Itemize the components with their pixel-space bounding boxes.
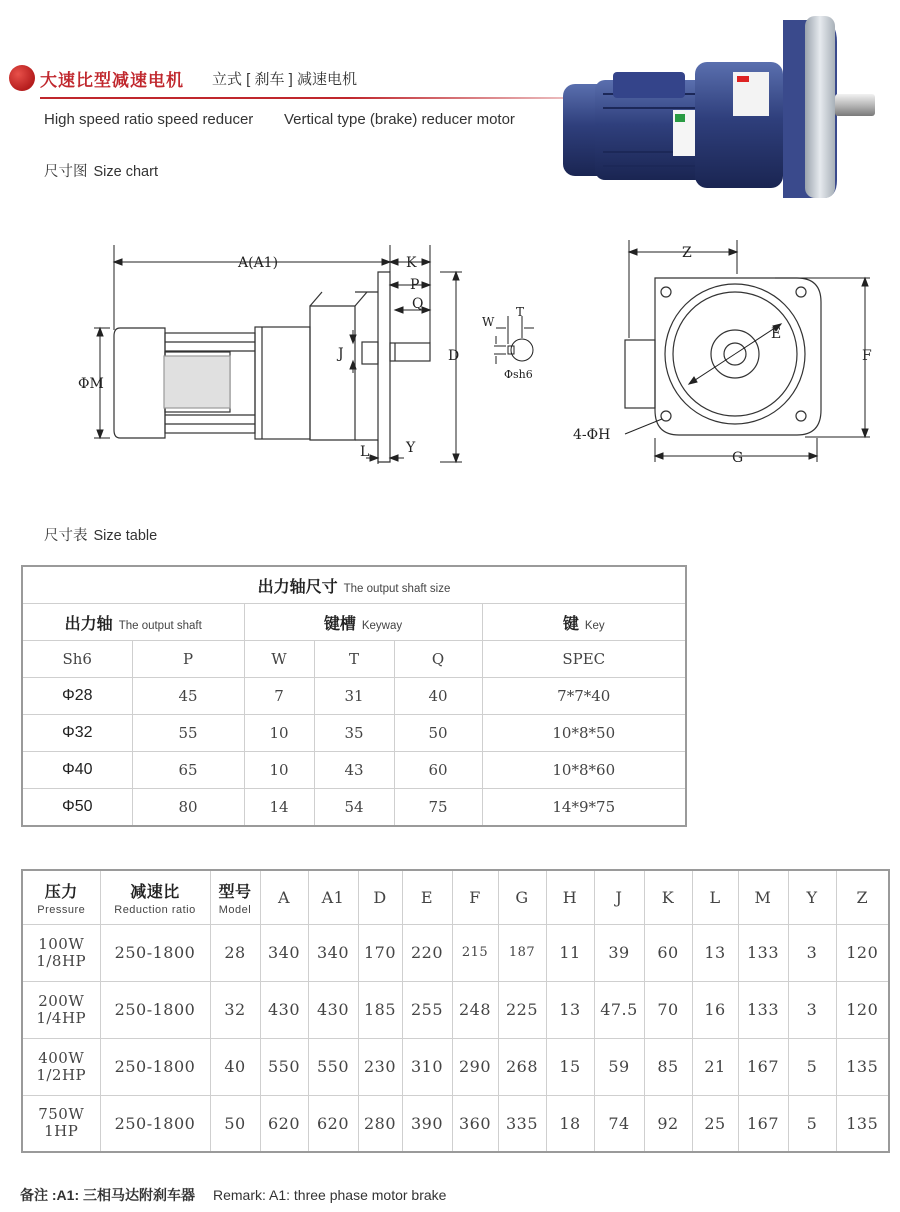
table-cell: 18: [546, 1095, 594, 1152]
shaft-section-drawing: [478, 300, 558, 385]
table-cell: 430: [308, 981, 358, 1038]
table-cell: 170: [358, 924, 402, 981]
table-cell: 133: [738, 924, 788, 981]
col-header: M: [738, 870, 788, 924]
table-cell: 65: [132, 752, 244, 789]
table-cell: 310: [402, 1038, 452, 1095]
output-shaft-table: [21, 565, 687, 827]
table-cell: 215: [452, 924, 498, 981]
table-cell: 92: [644, 1095, 692, 1152]
ratio-cell: 250-1800: [100, 924, 210, 981]
col-header: W: [244, 641, 314, 678]
table-cell: 74: [594, 1095, 644, 1152]
table-cell: 13: [692, 924, 738, 981]
table-cell: 16: [692, 981, 738, 1038]
table-cell: Φ32: [22, 715, 132, 752]
table-cell: 185: [358, 981, 402, 1038]
table-cell: 21: [692, 1038, 738, 1095]
col-header: H: [546, 870, 594, 924]
table-cell: 5: [788, 1038, 836, 1095]
table-cell: 268: [498, 1038, 546, 1095]
table-cell: 135: [836, 1095, 889, 1152]
table-cell: 7*7*40: [482, 678, 686, 715]
col-header: SPEC: [482, 641, 686, 678]
table-cell: 15: [546, 1038, 594, 1095]
table-cell: 187: [498, 924, 546, 981]
table-cell: 220: [402, 924, 452, 981]
col-header: Y: [788, 870, 836, 924]
dim-label-w: W: [482, 315, 495, 329]
ratio-cell: 250-1800: [100, 1038, 210, 1095]
group-key: 键 Key: [482, 604, 686, 641]
col-header: Sh6: [22, 641, 132, 678]
table-cell: 35: [314, 715, 394, 752]
header-reduction-ratio: 减速比 Reduction ratio: [100, 870, 210, 924]
col-header: A1: [308, 870, 358, 924]
table-cell: 133: [738, 981, 788, 1038]
dim-label-q: Q: [412, 296, 424, 312]
table-cell: 43: [314, 752, 394, 789]
table-cell: Φ28: [22, 678, 132, 715]
dim-label-h: 4-ΦH: [573, 427, 611, 443]
product-title-cn: 大速比型减速电机: [40, 71, 184, 90]
model-cell: 40: [210, 1038, 260, 1095]
table-cell: 5: [788, 1095, 836, 1152]
power-cell: 750W 1HP: [22, 1095, 100, 1152]
table-cell: 230: [358, 1038, 402, 1095]
col-header: E: [402, 870, 452, 924]
power-cell: 200W 1/4HP: [22, 981, 100, 1038]
dim-label-m: ΦM: [78, 376, 104, 392]
table-cell: 10: [244, 752, 314, 789]
dim-label-z: Z: [682, 245, 692, 261]
table-row: [22, 789, 686, 827]
col-header: T: [314, 641, 394, 678]
table-cell: 55: [132, 715, 244, 752]
table-cell: 50: [394, 715, 482, 752]
dim-label-g: G: [732, 450, 744, 466]
table-cell: 11: [546, 924, 594, 981]
table-cell: 620: [260, 1095, 308, 1152]
table-cell: 167: [738, 1038, 788, 1095]
product-title-en: High speed ratio speed reducer: [44, 111, 254, 128]
col-header: J: [594, 870, 644, 924]
dim-label-l: L: [360, 444, 370, 460]
table-cell: 7: [244, 678, 314, 715]
ratio-cell: 250-1800: [100, 1095, 210, 1152]
side-view-drawing: [70, 230, 480, 470]
dim-label-sh6: Φsh6: [504, 368, 533, 381]
col-header: G: [498, 870, 546, 924]
dim-label-k: K: [406, 255, 417, 271]
table-cell: 60: [394, 752, 482, 789]
motor-photo: [555, 12, 895, 202]
table-cell: 225: [498, 981, 546, 1038]
table-cell: 25: [692, 1095, 738, 1152]
table-cell: 39: [594, 924, 644, 981]
dimension-table: [21, 869, 890, 1153]
table-cell: 70: [644, 981, 692, 1038]
table-row: [22, 1038, 889, 1095]
table-cell: 85: [644, 1038, 692, 1095]
product-subtitle-en: Vertical type (brake) reducer motor: [284, 111, 515, 128]
remark-note: 备注 :A1: 三相马达附刹车器 Remark: A1: three phase motor brake: [20, 1187, 447, 1203]
model-cell: 28: [210, 924, 260, 981]
col-header: D: [358, 870, 402, 924]
table-cell: 135: [836, 1038, 889, 1095]
table-cell: 167: [738, 1095, 788, 1152]
col-header: L: [692, 870, 738, 924]
table-cell: 47.5: [594, 981, 644, 1038]
table-cell: 14: [244, 789, 314, 827]
power-cell: 400W 1/2HP: [22, 1038, 100, 1095]
table-cell: 31: [314, 678, 394, 715]
table-row: [22, 981, 889, 1038]
header-model: 型号 Model: [210, 870, 260, 924]
dim-label-j: J: [338, 346, 344, 362]
header-pressure: 压力 Pressure: [22, 870, 100, 924]
header-divider: [40, 97, 600, 99]
group-output-shaft: 出力轴 The output shaft: [22, 604, 244, 641]
table-cell: 290: [452, 1038, 498, 1095]
col-header: K: [644, 870, 692, 924]
table-cell: 10*8*50: [482, 715, 686, 752]
shaft-table-columns: [22, 641, 686, 678]
ratio-cell: 250-1800: [100, 981, 210, 1038]
dim-label-t: T: [516, 305, 525, 319]
table-cell: 255: [402, 981, 452, 1038]
table-cell: 120: [836, 924, 889, 981]
product-subtitle-cn: 立式 [ 刹车 ] 减速电机: [212, 71, 358, 88]
table-cell: 10*8*60: [482, 752, 686, 789]
shaft-table-title: 出力轴尺寸 The output shaft size: [22, 566, 686, 604]
table-cell: 60: [644, 924, 692, 981]
table-cell: 120: [836, 981, 889, 1038]
table-cell: 75: [394, 789, 482, 827]
table-row: [22, 752, 686, 789]
table-cell: 430: [260, 981, 308, 1038]
table-cell: 3: [788, 981, 836, 1038]
header-bullet-icon: [9, 65, 35, 91]
table-cell: 620: [308, 1095, 358, 1152]
table-cell: 390: [402, 1095, 452, 1152]
table-cell: 54: [314, 789, 394, 827]
table-cell: 340: [260, 924, 308, 981]
table-row: [22, 715, 686, 752]
table-cell: 45: [132, 678, 244, 715]
table-row: [22, 1095, 889, 1152]
col-header: P: [132, 641, 244, 678]
power-cell: 100W 1/8HP: [22, 924, 100, 981]
group-keyway: 键槽 Keyway: [244, 604, 482, 641]
model-cell: 32: [210, 981, 260, 1038]
model-cell: 50: [210, 1095, 260, 1152]
table-cell: 335: [498, 1095, 546, 1152]
front-view-drawing: [565, 230, 895, 470]
size-table-heading: 尺寸表 Size table: [44, 528, 158, 544]
table-cell: 80: [132, 789, 244, 827]
table-row: [22, 678, 686, 715]
dim-label-e: E: [771, 326, 782, 342]
table-cell: 248: [452, 981, 498, 1038]
table-cell: 40: [394, 678, 482, 715]
dim-label-y: Y: [406, 440, 416, 456]
table-cell: 14*9*75: [482, 789, 686, 827]
dim-label-f: F: [862, 348, 872, 364]
table-cell: 10: [244, 715, 314, 752]
dim-label-p: P: [410, 277, 420, 293]
col-header: Z: [836, 870, 889, 924]
table-cell: 340: [308, 924, 358, 981]
table-cell: 360: [452, 1095, 498, 1152]
table-cell: 13: [546, 981, 594, 1038]
col-header: A: [260, 870, 308, 924]
table-cell: 550: [260, 1038, 308, 1095]
col-header: F: [452, 870, 498, 924]
table-cell: Φ50: [22, 789, 132, 827]
table-cell: 3: [788, 924, 836, 981]
table-cell: 550: [308, 1038, 358, 1095]
dim-label-d: D: [448, 348, 460, 364]
table-row: [22, 924, 889, 981]
dim-label-a: A(A1): [238, 255, 279, 271]
table-cell: 280: [358, 1095, 402, 1152]
size-chart-heading: 尺寸图 Size chart: [44, 164, 158, 180]
table-cell: Φ40: [22, 752, 132, 789]
table-cell: 59: [594, 1038, 644, 1095]
col-header: Q: [394, 641, 482, 678]
